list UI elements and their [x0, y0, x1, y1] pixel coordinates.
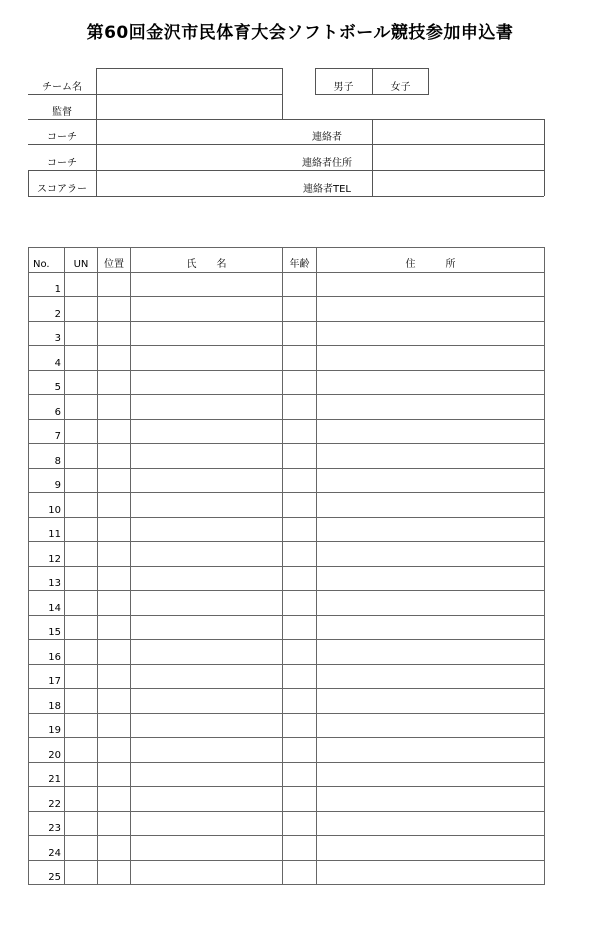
name-cell[interactable]	[131, 468, 283, 493]
row-number: 23	[29, 811, 65, 836]
divider	[28, 119, 544, 120]
uniform-number-cell[interactable]	[65, 811, 98, 836]
scorer-field[interactable]	[96, 170, 282, 196]
table-row	[29, 738, 545, 763]
position-cell[interactable]	[98, 419, 131, 444]
row-number: 1	[29, 272, 65, 297]
divider	[28, 170, 29, 196]
name-cell[interactable]	[131, 615, 283, 640]
gender-option-male[interactable]: 男子	[333, 82, 354, 93]
uniform-number-cell[interactable]	[65, 836, 98, 861]
uniform-number-cell[interactable]	[65, 419, 98, 444]
contact-label: 連絡者	[312, 132, 342, 143]
contact-address-field[interactable]	[372, 144, 544, 170]
address-cell[interactable]	[317, 664, 545, 689]
age-cell[interactable]	[283, 395, 317, 420]
age-cell[interactable]	[283, 297, 317, 322]
age-cell[interactable]	[283, 346, 317, 371]
table-row	[29, 419, 545, 444]
team-name-label: チーム名	[42, 82, 82, 93]
uniform-number-cell[interactable]	[65, 787, 98, 812]
age-cell[interactable]	[283, 640, 317, 665]
name-cell[interactable]	[131, 689, 283, 714]
age-cell[interactable]	[283, 321, 317, 346]
table-row	[29, 542, 545, 567]
position-cell[interactable]	[98, 370, 131, 395]
age-cell[interactable]	[283, 836, 317, 861]
address-cell[interactable]	[317, 542, 545, 567]
divider	[28, 196, 544, 197]
contact-address-label: 連絡者住所	[302, 158, 352, 169]
row-number: 4	[29, 346, 65, 371]
roster-table	[28, 247, 545, 885]
roster-header-row	[29, 248, 545, 273]
age-cell[interactable]	[283, 689, 317, 714]
age-cell[interactable]	[283, 272, 317, 297]
position-cell[interactable]	[98, 468, 131, 493]
divider	[96, 68, 282, 69]
table-row	[29, 836, 545, 861]
position-cell[interactable]	[98, 640, 131, 665]
uniform-number-cell[interactable]	[65, 664, 98, 689]
position-cell[interactable]	[98, 738, 131, 763]
name-cell[interactable]	[131, 713, 283, 738]
row-number: 13	[29, 566, 65, 591]
uniform-number-cell[interactable]	[65, 517, 98, 542]
uniform-number-cell[interactable]	[65, 542, 98, 567]
position-cell[interactable]	[98, 836, 131, 861]
uniform-number-cell[interactable]	[65, 395, 98, 420]
coach2-field[interactable]	[96, 144, 282, 170]
uniform-number-cell[interactable]	[65, 640, 98, 665]
table-row	[29, 713, 545, 738]
row-number: 6	[29, 395, 65, 420]
position-cell[interactable]	[98, 713, 131, 738]
scorer-label: スコアラー	[37, 184, 87, 195]
row-number: 9	[29, 468, 65, 493]
header-name: 氏 名	[131, 248, 283, 273]
address-cell[interactable]	[317, 640, 545, 665]
position-cell[interactable]	[98, 346, 131, 371]
age-cell[interactable]	[283, 860, 317, 885]
name-cell[interactable]	[131, 419, 283, 444]
row-number: 8	[29, 444, 65, 469]
name-cell[interactable]	[131, 542, 283, 567]
address-cell[interactable]	[317, 395, 545, 420]
name-cell[interactable]	[131, 664, 283, 689]
uniform-number-cell[interactable]	[65, 615, 98, 640]
uniform-number-cell[interactable]	[65, 860, 98, 885]
uniform-number-cell[interactable]	[65, 566, 98, 591]
contact-tel-label: 連絡者TEL	[303, 184, 351, 195]
table-row	[29, 689, 545, 714]
row-number: 16	[29, 640, 65, 665]
name-cell[interactable]	[131, 640, 283, 665]
row-number: 18	[29, 689, 65, 714]
age-cell[interactable]	[283, 566, 317, 591]
row-number: 21	[29, 762, 65, 787]
name-cell[interactable]	[131, 517, 283, 542]
uniform-number-cell[interactable]	[65, 493, 98, 518]
position-cell[interactable]	[98, 517, 131, 542]
divider	[372, 119, 373, 196]
uniform-number-cell[interactable]	[65, 738, 98, 763]
position-cell[interactable]	[98, 689, 131, 714]
table-row	[29, 860, 545, 885]
row-number: 2	[29, 297, 65, 322]
table-row	[29, 272, 545, 297]
row-number: 3	[29, 321, 65, 346]
coach1-field[interactable]	[96, 119, 282, 144]
row-number: 12	[29, 542, 65, 567]
contact-field[interactable]	[372, 119, 544, 144]
age-cell[interactable]	[283, 419, 317, 444]
name-cell[interactable]	[131, 836, 283, 861]
age-cell[interactable]	[283, 517, 317, 542]
address-cell[interactable]	[317, 566, 545, 591]
address-cell[interactable]	[317, 517, 545, 542]
row-number: 20	[29, 738, 65, 763]
name-cell[interactable]	[131, 811, 283, 836]
uniform-number-cell[interactable]	[65, 444, 98, 469]
position-cell[interactable]	[98, 591, 131, 616]
header-age: 年齢	[283, 248, 317, 273]
table-row	[29, 615, 545, 640]
contact-tel-field[interactable]	[372, 170, 544, 196]
table-row	[29, 493, 545, 518]
address-cell[interactable]	[317, 860, 545, 885]
uniform-number-cell[interactable]	[65, 370, 98, 395]
address-cell[interactable]	[317, 738, 545, 763]
uniform-number-cell[interactable]	[65, 321, 98, 346]
name-cell[interactable]	[131, 493, 283, 518]
name-cell[interactable]	[131, 370, 283, 395]
table-row	[29, 664, 545, 689]
table-row	[29, 346, 545, 371]
divider	[28, 94, 282, 95]
age-cell[interactable]	[283, 811, 317, 836]
age-cell[interactable]	[283, 713, 317, 738]
table-row	[29, 640, 545, 665]
position-cell[interactable]	[98, 615, 131, 640]
name-cell[interactable]	[131, 346, 283, 371]
row-number: 5	[29, 370, 65, 395]
position-cell[interactable]	[98, 395, 131, 420]
table-row	[29, 762, 545, 787]
uniform-number-cell[interactable]	[65, 689, 98, 714]
name-cell[interactable]	[131, 297, 283, 322]
age-cell[interactable]	[283, 615, 317, 640]
address-cell[interactable]	[317, 836, 545, 861]
position-cell[interactable]	[98, 297, 131, 322]
row-number: 24	[29, 836, 65, 861]
manager-label: 監督	[52, 107, 72, 118]
age-cell[interactable]	[283, 762, 317, 787]
divider	[96, 68, 97, 196]
address-cell[interactable]	[317, 689, 545, 714]
position-cell[interactable]	[98, 321, 131, 346]
row-number: 7	[29, 419, 65, 444]
team-name-field[interactable]	[96, 68, 282, 94]
table-row	[29, 811, 545, 836]
header-address: 住 所	[317, 248, 545, 273]
name-cell[interactable]	[131, 395, 283, 420]
age-cell[interactable]	[283, 468, 317, 493]
name-cell[interactable]	[131, 787, 283, 812]
name-cell[interactable]	[131, 444, 283, 469]
age-cell[interactable]	[283, 444, 317, 469]
address-cell[interactable]	[317, 591, 545, 616]
address-cell[interactable]	[317, 297, 545, 322]
uniform-number-cell[interactable]	[65, 468, 98, 493]
divider	[28, 144, 544, 145]
table-row	[29, 297, 545, 322]
row-number: 22	[29, 787, 65, 812]
age-cell[interactable]	[283, 664, 317, 689]
row-number: 25	[29, 860, 65, 885]
age-cell[interactable]	[283, 493, 317, 518]
table-row	[29, 395, 545, 420]
name-cell[interactable]	[131, 566, 283, 591]
address-cell[interactable]	[317, 321, 545, 346]
position-cell[interactable]	[98, 272, 131, 297]
uniform-number-cell[interactable]	[65, 591, 98, 616]
header-uniform-number: UN	[65, 248, 98, 273]
uniform-number-cell[interactable]	[65, 713, 98, 738]
divider	[544, 119, 545, 196]
row-number: 19	[29, 713, 65, 738]
table-row	[29, 591, 545, 616]
table-row	[29, 321, 545, 346]
name-cell[interactable]	[131, 321, 283, 346]
uniform-number-cell[interactable]	[65, 762, 98, 787]
position-cell[interactable]	[98, 762, 131, 787]
position-cell[interactable]	[98, 811, 131, 836]
position-cell[interactable]	[98, 787, 131, 812]
address-cell[interactable]	[317, 370, 545, 395]
address-cell[interactable]	[317, 493, 545, 518]
uniform-number-cell[interactable]	[65, 272, 98, 297]
document-title: 第60回金沢市民体育大会ソフトボール競技参加申込書	[86, 23, 514, 43]
header-position: 位置	[98, 248, 131, 273]
age-cell[interactable]	[283, 542, 317, 567]
address-cell[interactable]	[317, 346, 545, 371]
address-cell[interactable]	[317, 762, 545, 787]
name-cell[interactable]	[131, 738, 283, 763]
address-cell[interactable]	[317, 468, 545, 493]
row-number: 14	[29, 591, 65, 616]
row-number: 11	[29, 517, 65, 542]
age-cell[interactable]	[283, 738, 317, 763]
name-cell[interactable]	[131, 860, 283, 885]
address-cell[interactable]	[317, 811, 545, 836]
row-number: 15	[29, 615, 65, 640]
table-row	[29, 517, 545, 542]
address-cell[interactable]	[317, 272, 545, 297]
table-row	[29, 787, 545, 812]
position-cell[interactable]	[98, 664, 131, 689]
name-cell[interactable]	[131, 591, 283, 616]
row-number: 10	[29, 493, 65, 518]
coach2-label: コーチ	[47, 158, 77, 169]
table-row	[29, 444, 545, 469]
address-cell[interactable]	[317, 419, 545, 444]
position-cell[interactable]	[98, 493, 131, 518]
position-cell[interactable]	[98, 444, 131, 469]
age-cell[interactable]	[283, 370, 317, 395]
name-cell[interactable]	[131, 762, 283, 787]
header-no: No.	[29, 248, 65, 273]
position-cell[interactable]	[98, 860, 131, 885]
divider	[282, 68, 283, 119]
address-cell[interactable]	[317, 615, 545, 640]
address-cell[interactable]	[317, 787, 545, 812]
divider	[28, 170, 544, 171]
position-cell[interactable]	[98, 542, 131, 567]
uniform-number-cell[interactable]	[65, 297, 98, 322]
manager-field[interactable]	[96, 94, 282, 119]
divider	[372, 68, 373, 95]
address-cell[interactable]	[317, 713, 545, 738]
uniform-number-cell[interactable]	[65, 346, 98, 371]
age-cell[interactable]	[283, 591, 317, 616]
table-row	[29, 370, 545, 395]
address-cell[interactable]	[317, 444, 545, 469]
table-row	[29, 566, 545, 591]
position-cell[interactable]	[98, 566, 131, 591]
age-cell[interactable]	[283, 787, 317, 812]
row-number: 17	[29, 664, 65, 689]
table-row	[29, 468, 545, 493]
gender-option-female[interactable]: 女子	[390, 82, 411, 93]
coach1-label: コーチ	[47, 132, 77, 143]
name-cell[interactable]	[131, 272, 283, 297]
